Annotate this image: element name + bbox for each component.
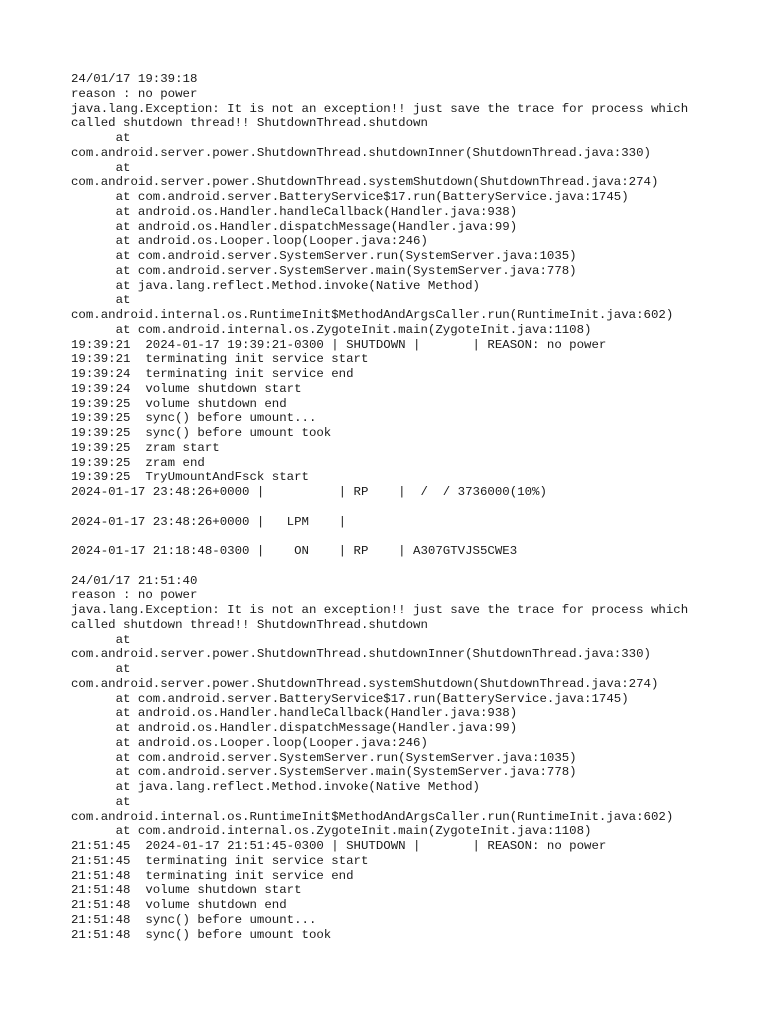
log-line: at (71, 293, 131, 308)
log-line: 19:39:21 terminating init service start (71, 352, 369, 367)
log-line: 19:39:21 2024-01-17 19:39:21-0300 | SHUTDOWN | | REASON: no power (71, 337, 607, 352)
log-line: reason : no power (71, 588, 198, 603)
log-line: 19:39:25 sync() before umount took (71, 426, 332, 440)
log-line: 24/01/17 21:51:40 (71, 573, 198, 588)
log-line: called shutdown thread!! ShutdownThread.shutdown (71, 617, 428, 632)
log-line: 19:39:24 volume shutdown start (71, 381, 302, 396)
log-line: java.lang.Exception: It is not an exception!! just save the trace for process which (71, 603, 689, 617)
log-line: at android.os.Looper.loop(Looper.java:246) (71, 234, 428, 249)
log-line: at android.os.Handler.dispatchMessage(Handler.java:99) (71, 721, 518, 735)
log-line: at (71, 632, 131, 647)
log-line: at java.lang.reflect.Method.invoke(Native Method) (71, 278, 480, 293)
log-line: com.android.server.power.ShutdownThread.shutdownInner(ShutdownThread.java:330) (71, 145, 651, 160)
log-line: at com.android.server.BatteryService$17.run(BatteryService.java:1745) (71, 691, 629, 706)
log-line: at (71, 794, 131, 809)
blank-line (71, 559, 751, 574)
log-line: at com.android.server.BatteryService$17.run(BatteryService.java:1745) (71, 190, 629, 204)
log-line: 21:51:48 sync() before umount... (71, 912, 317, 927)
log-line: 19:39:25 volume shutdown end (71, 396, 287, 411)
log-line: com.android.internal.os.RuntimeInit$MethodAndArgsCaller.run(RuntimeInit.java:602) (71, 308, 674, 322)
log-line: com.android.server.power.ShutdownThread.systemShutdown(ShutdownThread.java:274) (71, 175, 659, 190)
log-line: at android.os.Handler.handleCallback(Handler.java:938) (71, 706, 518, 721)
blank-line (71, 500, 751, 515)
log-line: at java.lang.reflect.Method.invoke(Native Method) (71, 780, 480, 794)
log-line: 19:39:25 zram end (71, 455, 205, 470)
log-line: 2024-01-17 23:48:26+0000 | LPM | (71, 514, 347, 529)
log-line: 19:39:25 TryUmountAndFsck start (71, 470, 309, 485)
log-line: com.android.server.power.ShutdownThread.systemShutdown(ShutdownThread.java:274) (71, 676, 659, 691)
log-line: 21:51:48 volume shutdown start (71, 883, 302, 898)
log-line: at com.android.server.SystemServer.main(SystemServer.java:778) (71, 263, 577, 278)
log-line: 24/01/17 19:39:18 (71, 72, 198, 86)
log-line: 19:39:25 sync() before umount... (71, 411, 317, 426)
log-line: com.android.internal.os.RuntimeInit$MethodAndArgsCaller.run(RuntimeInit.java:602) (71, 809, 674, 824)
log-line: 21:51:45 2024-01-17 21:51:45-0300 | SHUTDOWN | | REASON: no power (71, 839, 607, 853)
log-line: 21:51:48 volume shutdown end (71, 898, 287, 912)
log-line: 21:51:45 terminating init service start (71, 853, 369, 868)
log-line: at com.android.internal.os.ZygoteInit.main(ZygoteInit.java:1108) (71, 824, 592, 839)
log-text (71, 72, 751, 942)
log-line: 21:51:48 terminating init service end (71, 868, 354, 883)
log-line: java.lang.Exception: It is not an exception!! just save the trace for process which (71, 101, 689, 116)
blank-line (71, 529, 751, 544)
log-line: called shutdown thread!! ShutdownThread.shutdown (71, 116, 428, 131)
log-line: 19:39:25 zram start (71, 440, 220, 455)
log-line: at com.android.internal.os.ZygoteInit.main(ZygoteInit.java:1108) (71, 322, 592, 337)
log-line: at android.os.Looper.loop(Looper.java:246) (71, 735, 428, 750)
log-line: at (71, 160, 131, 175)
log-line: reason : no power (71, 86, 198, 101)
log-line: at android.os.Handler.handleCallback(Handler.java:938) (71, 204, 518, 219)
log-line: at (71, 662, 131, 676)
log-line: at android.os.Handler.dispatchMessage(Handler.java:99) (71, 219, 518, 234)
log-line: com.android.server.power.ShutdownThread.shutdownInner(ShutdownThread.java:330) (71, 647, 651, 662)
log-line: at com.android.server.SystemServer.main(SystemServer.java:778) (71, 765, 577, 780)
log-line: 21:51:48 sync() before umount took (71, 927, 332, 942)
log-line: at com.android.server.SystemServer.run(SystemServer.java:1035) (71, 249, 577, 263)
log-line: at (71, 131, 131, 145)
log-line: 2024-01-17 23:48:26+0000 | | RP | / / 3736000(10%) (71, 485, 547, 499)
log-line: at com.android.server.SystemServer.run(SystemServer.java:1035) (71, 750, 577, 765)
log-line: 2024-01-17 21:18:48-0300 | ON | RP | A307GTVJS5CWE3 (71, 544, 518, 558)
log-line: 19:39:24 terminating init service end (71, 367, 354, 381)
